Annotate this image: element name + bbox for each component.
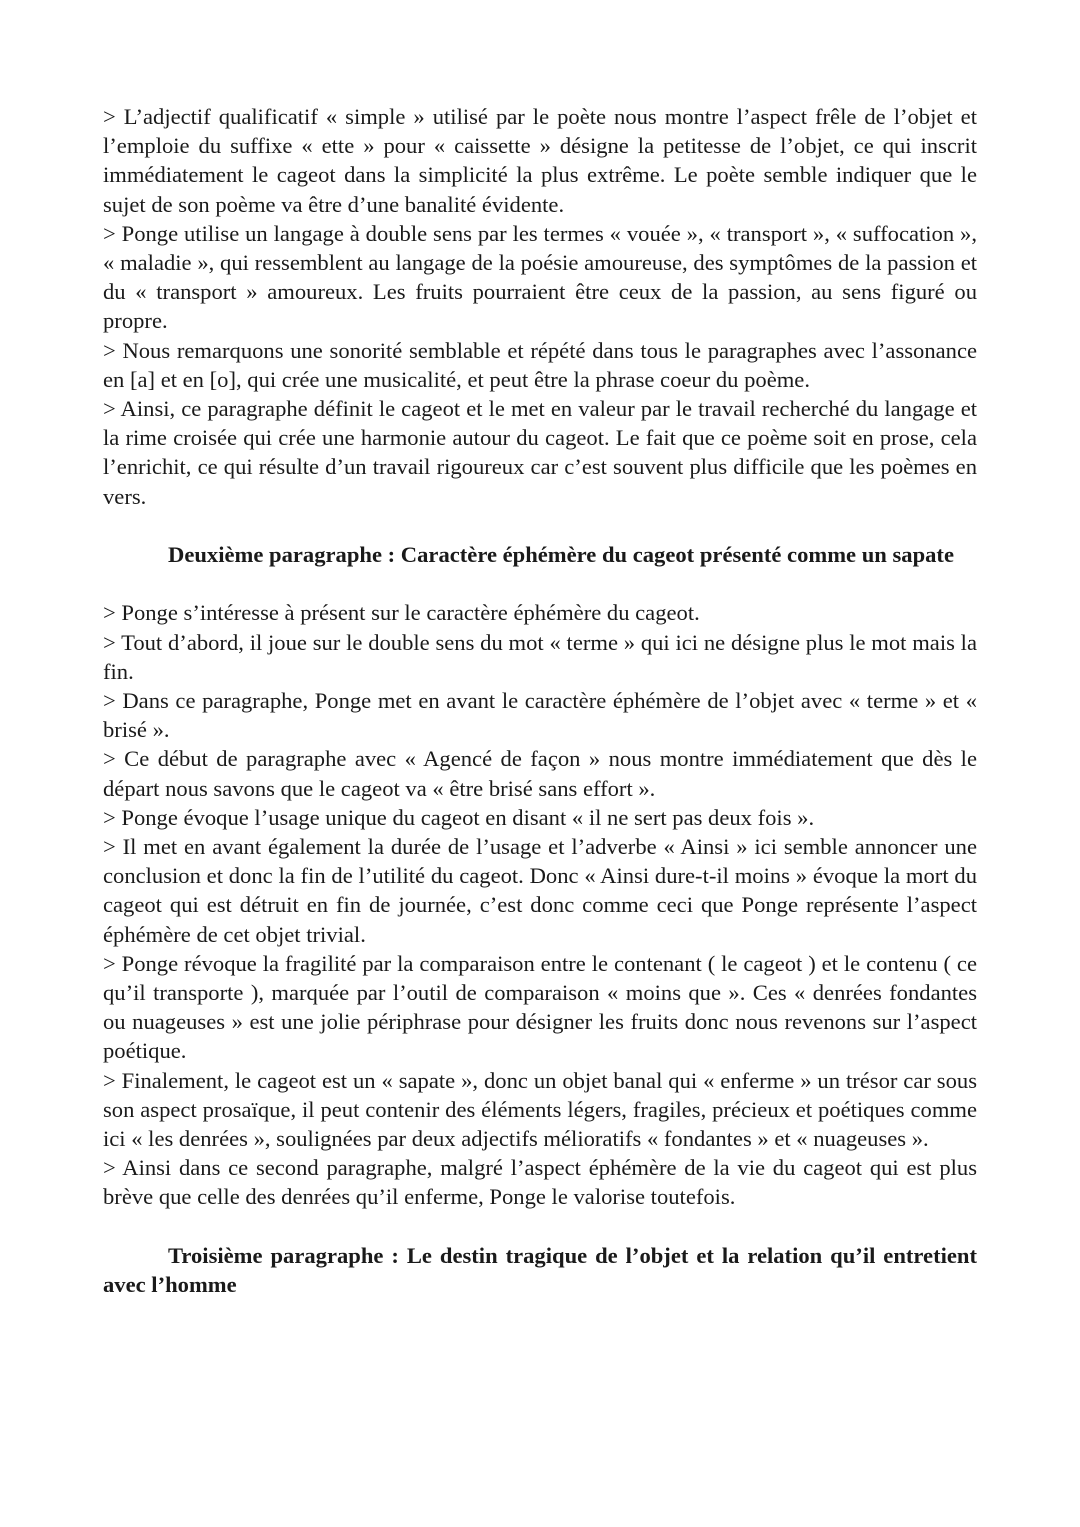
paragraph-ephemeral-brise: > Dans ce paragraphe, Ponge met en avant le caractère éphémère de l’objet avec « terme » et « brisé ». [103,687,977,743]
section-2 [103,540,977,1212]
paragraph-sapate: > Finalement, le cageot est un « sapate », donc un objet banal qui « enferme » un trésor car sous son aspect prosaïque, il peut contenir des éléments légers, fragiles, précieux et poétiques comme ici « les denrées », soulignées par deux adjectifs mélioratifs « fondantes » et « nuageuses ». [103,1067,977,1151]
section-heading-3: Troisième paragraphe : Le destin tragique de l’objet et la relation qu’il entretient avec l’homme [103,1242,977,1298]
paragraph-adjective-simple: > L’adjectif qualificatif « simple » utilisé par le poète nous montre l’aspect frêle de l’objet et l’emploie du suffixe « ette » pour « caissette » désigne la petitesse de l’objet, ce qui inscrit immédiatement le cageot dans la simplicité la plus extrême. Le poète semble indiquer que le sujet de son poème va être d’une banalité évidente. [103,104,977,217]
paragraph-sonority: > Nous remarquons une sonorité semblable et répété dans tous le paragraphes avec l’assonance en [a] et en [o], qui crée une musicalité, et peut être la phrase coeur du poème. [103,337,977,392]
paragraph-ephemeral-intro: > Ponge s’intéresse à présent sur le caractère éphémère du cageot. [103,600,700,626]
spacer [103,1212,977,1241]
section-heading-2: Deuxième paragraphe : Caractère éphémère du cageot présenté comme un sapate [168,541,954,567]
spacer [103,511,977,540]
section-1 [103,102,977,511]
paragraph-conclusion-1: > Ainsi, ce paragraphe définit le cageot et le met en valeur par le travail recherché du langage et la rime croisée qui crée une harmonie autour du cageot. Le fait que ce poème soit en prose, cela l’enrichit, ce qui résulte d’un travail rigoureux car c’est souvent plus difficile que les poèmes en vers. [103,396,977,509]
paragraph-conclusion-2: > Ainsi dans ce second paragraphe, malgré l’aspect éphémère de la vie du cageot qui est plus brève que celle des denrées qu’il enferme, Ponge le valorise toutefois. [103,1155,977,1210]
paragraph-usage-unique: > Ponge évoque l’usage unique du cageot en disant « il ne sert pas deux fois ». [103,804,815,830]
paragraph-fragilite: > Ponge révoque la fragilité par la comparaison entre le contenant ( le cageot ) et le contenu ( ce qu’il transporte ), marquée par l’outil de comparaison « moins que ». Ces « denrées fondantes ou nuageuses » est une jolie périphrase pour désigner les fruits donc nous revenons sur l’aspect poétique. [103,950,977,1064]
paragraph-agence: > Ce début de paragraphe avec « Agencé de façon » nous montre immédiatement que dès le départ nous savons que le cageot va « être brisé sans effort ». [103,746,977,801]
paragraph-duree: > Il met en avant également la durée de l’usage et l’adverbe « Ainsi » ici semble annoncer une conclusion et donc la fin de l’utilité du cageot. Donc « Ainsi dure-t-il moins » évoque la mort du cageot qui est détruit en fin de journée, c’est donc comme ceci que Ponge représente l’aspect éphémère de cet objet trivial. [103,833,977,947]
document-page [103,102,977,1300]
spacer [103,569,977,598]
paragraph-terme: > Tout d’abord, il joue sur le double sens du mot « terme » qui ici ne désigne plus le mot mais la fin. [103,629,977,684]
paragraph-double-meaning: > Ponge utilise un langage à double sens par les termes « vouée », « transport », « suffocation », « maladie », qui ressemblent au langage de la poésie amoureuse, des symptômes de la passion et du « transport » amoureux. Les fruits pourraient être ceux de la passion, au sens figuré ou propre. [103,220,977,334]
section-3 [103,1241,977,1300]
